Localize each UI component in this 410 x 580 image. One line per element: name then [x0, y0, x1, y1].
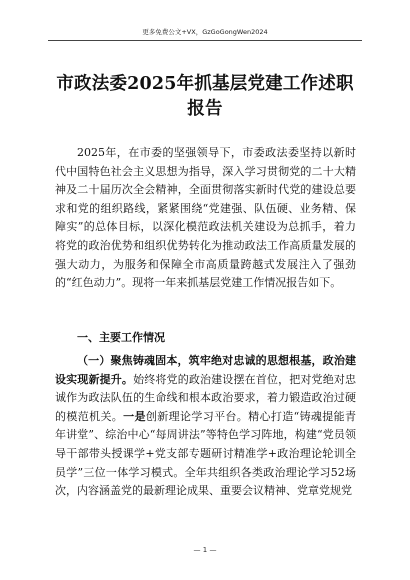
page-number: — 1 —	[193, 546, 217, 554]
subsection-lead: 一是	[123, 409, 146, 423]
document-title: 市政法委2025年抓基层党建工作述职报告	[56, 74, 354, 119]
intro-paragraph: 2025年，在市委的坚强领导下，市委政法委坚持以新时代中国特色社会主义思想为指导，深入学习贯彻党的二十大精神及二十届历次全会精神，全面贯彻落实新时代党的建设总要求和党的组织路线，紧紧围绕“党建强、队伍硬、业务精、保障实”的总体目标，以深化模范政法机关建设为总抓手，着力将党的政治优势和组织优势转化为推动政法工作高质量发展的强大动力，为服务和保障全市高质量跨越式发展注入了强劲的“红色动力”。现将一年来抓基层党建工作情况报告如下。	[55, 146, 356, 290]
section-heading: 一、主要工作情况	[77, 331, 165, 344]
subsection-body-2: 创新理论学习平台。精心打造“铸魂提能青年讲堂”、综治中心“每周讲法”等特色学习阵地，构建“党员领导干部带头授课学+党支部专题研讨精准学+政治理论轮训全员学”三位一体学习模式。全年共组织各类政治理论学习52场次，内容涵盖党的最新理论成果、重要会议精神、党章党规党	[55, 409, 357, 498]
header-note: 更多免费公文+VX，GzGoGongWen2024	[142, 28, 268, 36]
subsection-body-1: 始终将党的政治建设摆在首位，把对党绝对忠诚作为政法队伍的生命线和根本政治要求，着力锻造政治过硬的模范机关。	[55, 372, 356, 423]
header-divider	[48, 40, 362, 41]
subsection-paragraph	[55, 352, 356, 501]
subsection-heading: （一）聚焦铸魂固本，筑牢绝对忠诚的思想根基，政治建设实现新提升。	[55, 354, 356, 386]
